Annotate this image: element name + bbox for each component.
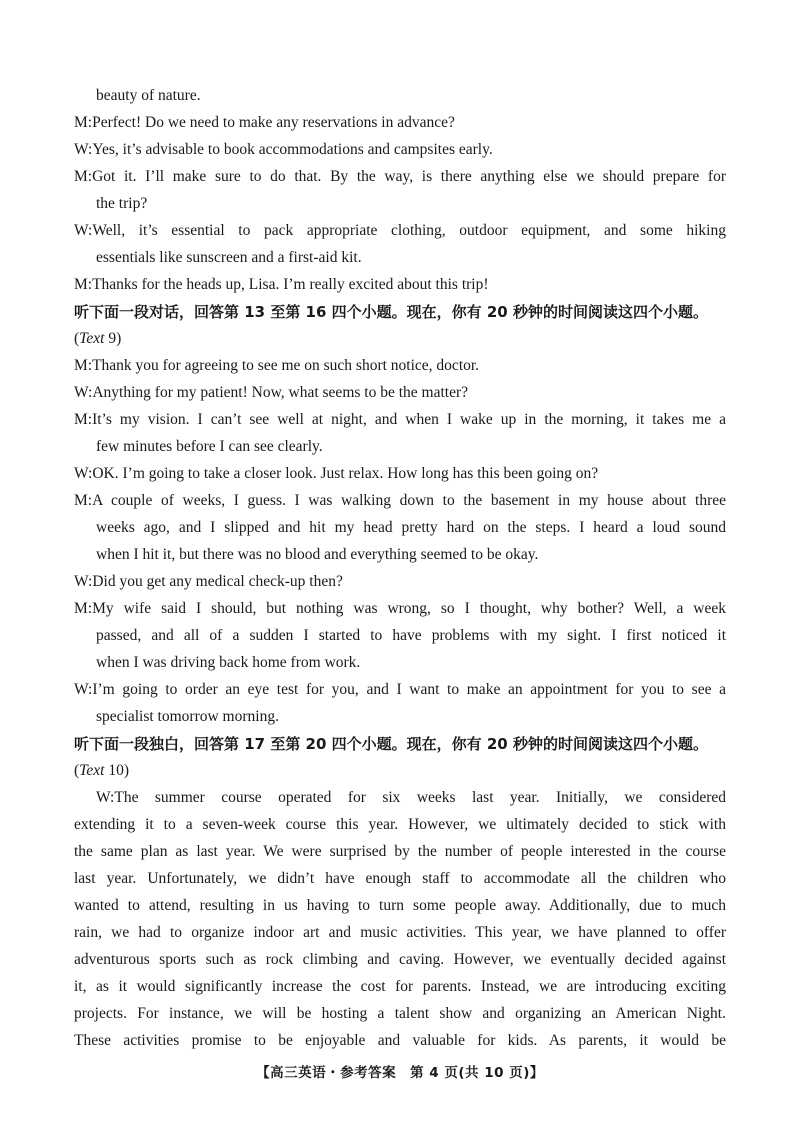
dialogue-line: M:Perfect! Do we need to make any reservations in advance?: [74, 114, 455, 131]
monologue-line: adventurous sports such as rock climbing and caving. However, we eventually decided against: [74, 951, 726, 968]
dialogue-line: M:A couple of weeks, I guess. I was walking down to the basement in my house about three: [74, 492, 726, 509]
dialogue-line: M:Thank you for agreeing to see me on such short notice, doctor.: [74, 357, 480, 374]
monologue-line: These activities promise to be enjoyable and valuable for kids. As parents, it would be: [74, 1032, 726, 1049]
monologue-line: last year. Unfortunately, we didn’t have enough staff to accommodate all the children who: [74, 870, 726, 887]
dialogue-line-continued: passed, and all of a sudden I started to have problems with my sight. I first noticed it: [96, 627, 726, 644]
dialogue-line: M:Got it. I’ll make sure to do that. By the way, is there anything else we should prepare for: [74, 168, 726, 185]
monologue-line: W:The summer course operated for six weeks last year. Initially, we considered: [96, 789, 726, 806]
monologue-line: rain, we had to organize indoor art and music activities. This year, we have planned to offer: [74, 924, 726, 941]
dialogue-line: W:Did you get any medical check-up then?: [74, 573, 343, 590]
text-label: (Text 10): [74, 762, 129, 779]
text-line: beauty of nature.: [96, 87, 201, 104]
dialogue-line-continued: essentials like sunscreen and a first-aid kit.: [96, 249, 362, 266]
section-instruction: 听下面一段独白，回答第 17 至第 20 四个小题。现在，你有 20 秒钟的时间阅读这四个小题。: [74, 735, 708, 753]
monologue-line: the same plan as last year. We were surprised by the number of people interested in the course: [74, 843, 726, 860]
section-instruction: 听下面一段对话，回答第 13 至第 16 四个小题。现在，你有 20 秒钟的时间阅读这四个小题。: [74, 303, 708, 321]
monologue-line: it, as it would significantly increase the cost for parents. Instead, we are introducing exciting: [74, 978, 726, 995]
dialogue-line: W:OK. I’m going to take a closer look. Just relax. How long has this been going on?: [74, 465, 599, 482]
dialogue-line-continued: few minutes before I can see clearly.: [96, 438, 323, 455]
dialogue-line: M:My wife said I should, but nothing was wrong, so I thought, why bother? Well, a week: [74, 600, 726, 617]
dialogue-line-continued: weeks ago, and I slipped and hit my head pretty hard on the steps. I heard a loud sound: [96, 519, 726, 536]
dialogue-line-continued: the trip?: [96, 195, 148, 212]
dialogue-line: W:Anything for my patient! Now, what seems to be the matter?: [74, 384, 468, 401]
dialogue-line-continued: when I hit it, but there was no blood and everything seemed to be okay.: [96, 546, 539, 563]
dialogue-line: W:I’m going to order an eye test for you, and I want to make an appointment for you to see a: [74, 681, 726, 698]
dialogue-line: W:Yes, it’s advisable to book accommodations and campsites early.: [74, 141, 493, 158]
dialogue-line: M:Thanks for the heads up, Lisa. I’m really excited about this trip!: [74, 276, 489, 293]
page-footer: 【高三英语・参考答案 第 4 页(共 10 页)】: [256, 1065, 544, 1081]
monologue-line: projects. For instance, we will be hosting a talent show and organizing an American Night.: [74, 1005, 726, 1022]
dialogue-line-continued: when I was driving back home from work.: [96, 654, 361, 671]
dialogue-line: W:Well, it’s essential to pack appropriate clothing, outdoor equipment, and some hiking: [74, 222, 726, 239]
dialogue-line: M:It’s my vision. I can’t see well at night, and when I wake up in the morning, it takes me a: [74, 411, 726, 428]
dialogue-line-continued: specialist tomorrow morning.: [96, 708, 279, 725]
monologue-line: wanted to attend, resulting in us having to turn some people away. Additionally, due to much: [74, 897, 726, 914]
text-label: (Text 9): [74, 330, 122, 347]
monologue-line: extending it to a seven-week course this year. However, we ultimately decided to stick with: [74, 816, 726, 833]
